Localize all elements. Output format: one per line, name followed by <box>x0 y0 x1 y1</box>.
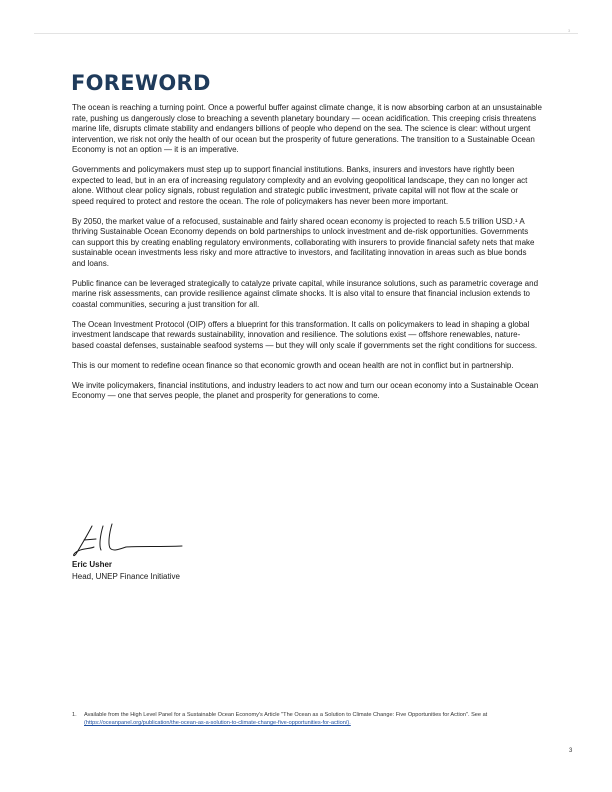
paragraph-2: Governments and policymakers must step up to support financial institutions. Banks, insurers and investors have rightly been expected to lead, but in an era of increasing regulatory complexity and an evolving geopolitical landscape, they can no longer act alone. Without clear policy signals, robust regulation and strategic public investment, private capital will not flow at the scale or speed required to protect and restore the ocean. The role of policymakers has never been more important. <box>72 165 528 206</box>
footnote-text-wrap <box>72 711 562 727</box>
page-number: 3 <box>569 748 573 754</box>
paragraph-1: The ocean is reaching a turning point. Once a powerful buffer against climate change, it is now absorbing carbon at an unsustainable rate, pushing us dangerously close to breaching a seventh planetary boundary — ocean acidification. This creeping crisis threatens marine life, disrupts climate stability and endangers billions of people who depend on the sea. The science is clear: without urgent intervention, we risk not only the health of our ocean but the prosperity of future generations. The transition to a Sustainable Ocean Economy is not an option — it is an imperative. <box>72 103 542 154</box>
paragraph-6: This is our moment to redefine ocean finance so that economic growth and ocean health are not in conflict but in partnership. <box>72 360 514 370</box>
paragraph-5: The Ocean Investment Protocol (OIP) offers a blueprint for this transformation. It calls on policymakers to lead in shaping a global investment landscape that rewards sustainability, innovation and resilience. The solutions exist — offshore renewables, nature-based coastal defenses, sustainable seafood systems — but they will only scale if governments set the right conditions for success. <box>72 319 538 350</box>
paragraph-7: We invite policymakers, financial institutions, and industry leaders to act now and turn our ocean economy into a Sustainable Ocean Economy — one that serves people, the planet and prosperity for generations to come. <box>72 380 539 400</box>
footnote-link[interactable]: (https://oceanpanel.org/publication/the-ocean-as-a-solution-to-climate-change-five-opportunities-for-action/). <box>84 720 351 726</box>
handwritten-signature <box>70 520 190 560</box>
foreword-body <box>72 103 542 411</box>
signer-name: Eric Usher <box>72 560 113 569</box>
paragraph-4: Public finance can be leveraged strategically to catalyze private capital, while insurance solutions, such as parametric coverage and marine risk assessments, can provide resilience against climate shocks. It is also vital to ensure that financial inclusion extends to coastal communities, securing a just transition for all. <box>72 278 539 309</box>
footnote-text: Available from the High Level Panel for a Sustainable Ocean Economy's Article "The Ocean as a Solution to Climate Change: Five Opportunities for Action". See at <box>84 712 488 718</box>
page-title: FOREWORD <box>71 71 211 95</box>
footnote-number: 1. <box>72 712 77 718</box>
header-rule <box>34 33 578 34</box>
header-page-number: 3 <box>568 28 571 33</box>
footnote <box>72 711 562 727</box>
signer-title: Head, UNEP Finance Initiative <box>72 572 180 581</box>
paragraph-3: By 2050, the market value of a refocused, sustainable and fairly shared ocean economy is projected to reach 5.5 trillion USD.¹ A thriving Sustainable Ocean Economy depends on bold partnerships to unlock investment and de-risk opportunities. Governments can support this by creating enabling regulatory environments, collaborating with insurers to provide financial safety nets that make sustainable ocean investments less risky and more attractive to investors, and facilitating innovation in areas such as blue bonds and loans. <box>72 216 535 268</box>
